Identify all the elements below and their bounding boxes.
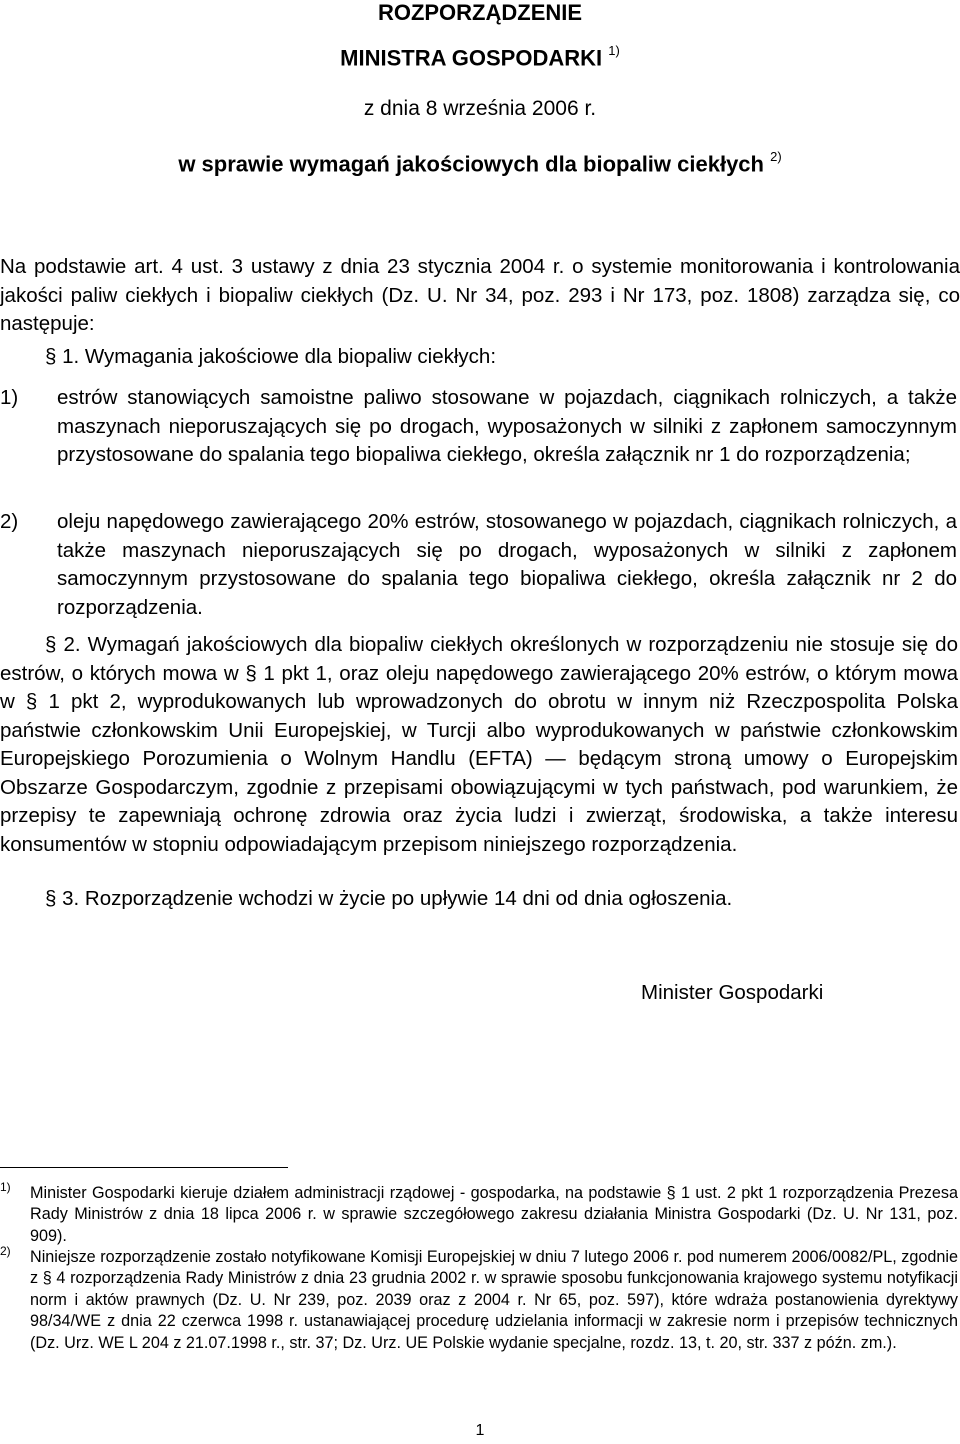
document-title <box>0 0 960 26</box>
title-line-2: MINISTRA GOSPODARKI <box>340 45 603 71</box>
footnote-text: Minister Gospodarki kieruje działem administracji rządowej - gospodarka, na podstawie § 1 ust. 2 pkt 1 rozporządzenia Prezesa Rady Ministrów z dnia 18 lipca 2006 r. w sprawie szczegółowego zakresu działania Ministra Gospodarki (Dz. U. Nr 131, poz. 909). <box>30 1184 958 1245</box>
section-1-heading: § 1. Wymagania jakościowe dla biopaliw ciekłych: <box>45 345 497 368</box>
section-3-paragraph: § 3. Rozporządzenie wchodzi w życie po upływie 14 dni od dnia ogłoszenia. <box>45 887 733 910</box>
list-item-number: 1) <box>0 386 19 409</box>
legal-basis-paragraph: Na podstawie art. 4 ust. 3 ustawy z dnia 23 stycznia 2004 r. o systemie monitorowania i kontrolowania jakości paliw ciekłych i biopaliw ciekłych (Dz. U. Nr 34, poz. 293 i Nr 173, poz. 1808) zarządza się, co następuje: <box>0 255 960 335</box>
footnote-mark: 1) <box>0 1180 11 1194</box>
footnote-mark: 2) <box>0 1244 11 1258</box>
page-number: 1 <box>475 1422 485 1439</box>
list-item-text: estrów stanowiących samoistne paliwo stosowane w pojazdach, ciągnikach rolniczych, a także maszynach nieporuszających się po drogach, wyposażonych w silniki z zapłonem samoczynnym przystosowane do spalania tego biopaliwa ciekłego, określa załącznik nr 1 do rozporządzenia; <box>57 386 957 466</box>
section-2-paragraph: § 2. Wymagań jakościowych dla biopaliw ciekłych określonych w rozporządzeniu nie stosuje się do estrów, o których mowa w § 1 pkt 1, oraz oleju napędowego zawierającego 20% estrów, o którym mowa w § 1 pkt 2, wyprodukowanych lub wprowadzonych do obrotu w innym niż Rzeczpospolita Polska państwie członkowskim Unii Europejskiej, w Turcji albo wyprodukowanych w państwie członkowskim Europejskiego Porozumienia o Wolnym Handlu (EFTA) — będącym stroną umowy o Europejskim Obszarze Gospodarczym, zgodnie z przepisami obowiązującymi w tych państwach, pod warunkiem, że przepisy te zapewniają ochronę zdrowia oraz życia ludzi i zwierząt, środowiska, a także interesu konsumentów w stopniu odpowiadającym przepisom niniejszego rozporządzenia. <box>0 633 958 856</box>
signature-block: Minister Gospodarki <box>641 981 824 1004</box>
document-issuer <box>0 40 960 71</box>
list-item-number: 2) <box>0 510 19 533</box>
footnote-ref-2[interactable]: 2) <box>770 149 782 164</box>
list-item-text: oleju napędowego zawierającego 20% estrów, stosowanego w pojazdach, ciągnikach rolniczych, a także maszynach nieporuszających się po drogach, wyposażonych w silniki z zapłonem samoczynnym przystosowane do spalania tego biopaliwa ciekłego, określa załącznik nr 2 do rozporządzenia. <box>57 510 957 619</box>
footnote-ref-1[interactable]: 1) <box>608 43 620 58</box>
document-subject <box>0 146 960 177</box>
footnote-text: Niniejsze rozporządzenie zostało notyfikowane Komisji Europejskiej w dniu 7 lutego 2006 r. pod numerem 2006/0082/PL, zgodnie z § 4 rozporządzenia Rady Ministrów z dnia 23 grudnia 2002 r. w sprawie sposobu funkcjonowania krajowego systemu notyfikacji norm i aktów prawnych (Dz. U. Nr 239, poz. 2039 oraz z 2004 r. Nr 65, poz. 597), które wdraża postanowienia dyrektywy 98/34/WE z dnia 22 czerwca 1998 r. ustanawiającej procedurę udzielania informacji w zakresie norm i przepisów technicznych (Dz. Urz. WE L 204 z 21.07.1998 r., str. 37; Dz. Urz. UE Polskie wydanie specjalne, rozdz. 13, t. 20, str. 337 z późn. zm.). <box>30 1248 958 1352</box>
document-date: z dnia 8 września 2006 r. <box>363 97 597 120</box>
footnote-divider <box>0 1167 288 1168</box>
title-line-1: ROZPORZĄDZENIE <box>377 0 583 25</box>
subject-text: w sprawie wymagań jakościowych dla biopaliw ciekłych <box>178 151 764 177</box>
